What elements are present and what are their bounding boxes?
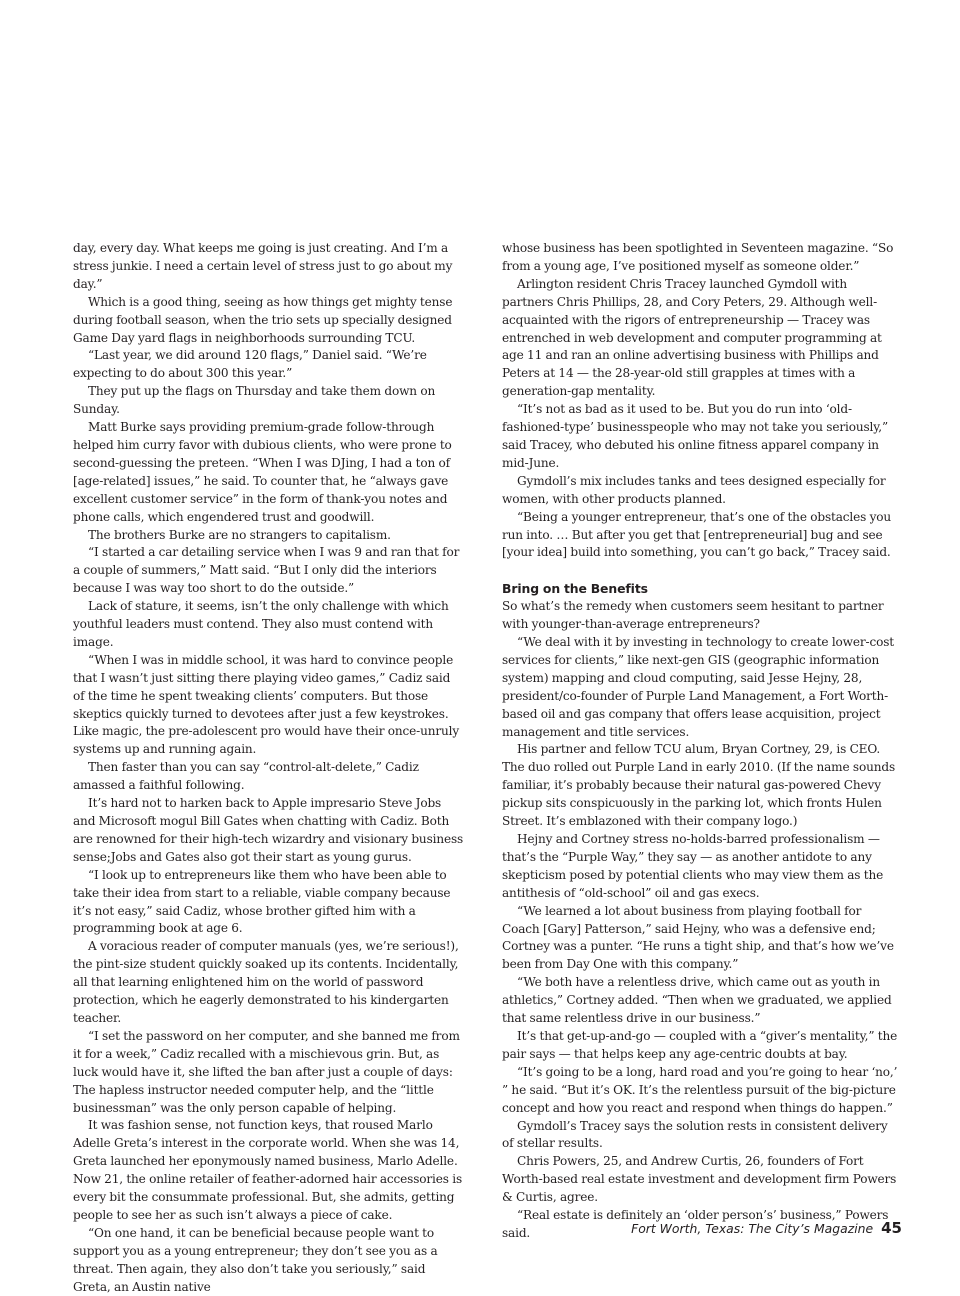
paragraph: “We both have a relentless drive, which came out as youth in athletics,” Cortney added. “Then when we graduated, we applied that same relentless drive in our business.” xyxy=(502,975,892,1026)
paragraph: Hejny and Cortney stress no-holds-barred professionalism — that’s the “Purple Way,” they say — as another antidote to any skepticism posed by potential clients who may view them as the antithesis of “old-school” oil and gas execs. xyxy=(502,832,884,900)
paragraph: Which is a good thing, seeing as how things get mighty tense during football season, when the trio sets up specially designed Game Day yard flags in neighborhoods surrounding TCU. xyxy=(73,294,453,345)
magazine-title: Fort Worth, Texas: The City’s Magazine xyxy=(631,1221,874,1236)
paragraph: “We deal with it by investing in technology to create lower-cost services for clients,” like next-gen GIS (geographic information system) mapping and cloud computing, said Jesse Hejny, 28, president/co-founder of Purple Land Management, a Fort Worth-based oil and gas company that offers lease acquisition, project management and title services. xyxy=(502,635,894,739)
paragraph: “Last year, we did around 120 flags,” Daniel said. “We’re expecting to do about 300 this year.” xyxy=(73,348,427,381)
paragraph: Gymdoll’s Tracey says the solution rests in consistent delivery of stellar results. xyxy=(502,1118,888,1151)
right-column xyxy=(502,240,900,1243)
paragraph: “On one hand, it can be beneficial because people want to support you as a young entrepreneur; they don’t see you as a threat. Then again, they also don’t take you seriously,” said Greta, an Austin native xyxy=(73,1225,438,1294)
paragraph: It’s that get-up-and-go — coupled with a “giver’s mentality,” the pair says — that helps keep any age-centric doubts at bay. xyxy=(502,1028,898,1061)
paragraph: A voracious reader of computer manuals (yes, we’re serious!), the pint-size student quickly soaked up its contents. Incidentally, all that learning enlightened him on the world of password protection, which he eagerly demonstrated to his kindergarten teacher. xyxy=(73,939,459,1025)
paragraph: Matt Burke says providing premium-grade follow-through helped him curry favor with dubious clients, who were prone to second-guessing the preteen. “When I was DJing, I had a ton of [age-related] issues,” he said. To counter that, he “always gave excellent customer service” in the form of thank-you notes and phone calls, which engendered trust and goodwill. xyxy=(73,420,452,524)
paragraph: “It’s not as bad as it used to be. But you do run into ‘old-fashioned-type’ businesspeople who may not take you seriously,” said Tracey, who debuted his online fitness apparel company in mid-June. xyxy=(502,402,889,470)
page-footer xyxy=(631,1219,902,1237)
paragraph: His partner and fellow TCU alum, Bryan Cortney, 29, is CEO. The duo rolled out Purple Land in early 2010. (If the name sounds familiar, it’s probably because their natural gas-powered Chevy pickup sits conspicuously in the parking lot, which fronts Hulen Street. It’s emblazoned with their company logo.) xyxy=(502,742,896,829)
paragraph: It was fashion sense, not function keys, that roused Marlo Adelle Greta’s interest in the corporate world. When she was 14, Greta launched her eponymously named business, Marlo Adelle. Now 21, the online retailer of feather-adorned hair accessories is every bit the consummate professional. But, she admits, getting people to see her as such isn’t always a piece of cake. xyxy=(73,1118,463,1222)
paragraph: “I started a car detailing service when I was 9 and ran that for a couple of summers,” Matt said. “But I only did the interiors because I was way too short to do the outside.” xyxy=(73,545,460,596)
paragraph: Then faster than you can say “control-alt-delete,” Cadiz amassed a faithful following. xyxy=(73,760,419,793)
paragraph: The brothers Burke are no strangers to capitalism. xyxy=(88,527,391,542)
left-column xyxy=(73,240,465,1296)
page-number: 45 xyxy=(881,1219,902,1237)
paragraph: Chris Powers, 25, and Andrew Curtis, 26, founders of Fort Worth-based real estate investment and development firm Powers & Curtis, agree. xyxy=(502,1154,897,1205)
section-heading: Bring on the Benefits xyxy=(502,581,648,597)
paragraph: Lack of stature, it seems, isn’t the only challenge with which youthful leaders must contend. They also must contend with image. xyxy=(73,599,449,649)
paragraph: Gymdoll’s mix includes tanks and tees designed especially for women, with other products planned. xyxy=(502,473,886,506)
paragraph: “We learned a lot about business from playing football for Coach [Gary] Patterson,” said Hejny, who was a defensive end; Cortney was a punter. “He runs a tight ship, and that’s how we’ve been from Day One with this company.” xyxy=(502,903,894,972)
paragraph: They put up the flags on Thursday and take them down on Sunday. xyxy=(73,384,436,417)
paragraph: “When I was in middle school, it was hard to convince people that I wasn’t just sitting there playing video games,” Cadiz said of the time he spent tweaking clients’ computers. But those skeptics quickly turned to devotees after just a few keystrokes. Like magic, the pre-adolescent pro would have their once-unruly systems up and running again. xyxy=(73,652,460,757)
paragraph: So what’s the remedy when customers seem hesitant to partner with younger-than-average entrepreneurs? xyxy=(502,599,884,632)
paragraph: “Real estate is definitely an ‘older person’s’ business,” Powers said. xyxy=(502,1208,889,1240)
paragraph: day, every day. What keeps me going is just creating. And I’m a stress junkie. I need a certain level of stress just to go about my day.” xyxy=(73,241,453,291)
paragraph: “I look up to entrepreneurs like them who have been able to take their idea from start to a reliable, viable company because it’s not easy,” said Cadiz, whose brother gifted him with a programming book at age 6. xyxy=(73,867,451,936)
paragraph: It’s hard not to harken back to Apple impresario Steve Jobs and Microsoft mogul Bill Gates when chatting with Cadiz. Both are renowned for their high-tech wizardry and visionary business sense;Jobs and Gates also got their start as young gurus. xyxy=(73,796,464,864)
paragraph: “It’s going to be a long, hard road and you’re going to hear ‘no,’ ” he said. “But it’s OK. It’s the relentless pursuit of the big-picture concept and how you react and respond when things do happen.” xyxy=(502,1064,898,1115)
paragraph: whose business has been spotlighted in Seventeen magazine. “So from a young age, I’ve positioned myself as someone older.” xyxy=(502,241,894,273)
paragraph: Arlington resident Chris Tracey launched Gymdoll with partners Chris Phillips, 28, and Cory Peters, 29. Although well-acquainted with the rigors of entrepreneurship — Tracey was entrenched in web development and computer programming at age 11 and ran an online advertising business with Phillips and Peters at 14 — the 28-year-old still grapples at times with a generation-gap mentality. xyxy=(502,276,882,399)
paragraph: “Being a younger entrepreneur, that’s one of the obstacles you run into. … But after you get that [entrepreneurial] bug and see [your idea] build into something, you can’t go back,” Tracey said. xyxy=(502,509,892,560)
paragraph: “I set the password on her computer, and she banned me from it for a week,” Cadiz recalled with a mischievous grin. But, as luck would have it, she lifted the ban after just a couple of days: The hapless instructor needed computer help, and the “little businessman” was the only person capable of helping. xyxy=(73,1028,460,1115)
